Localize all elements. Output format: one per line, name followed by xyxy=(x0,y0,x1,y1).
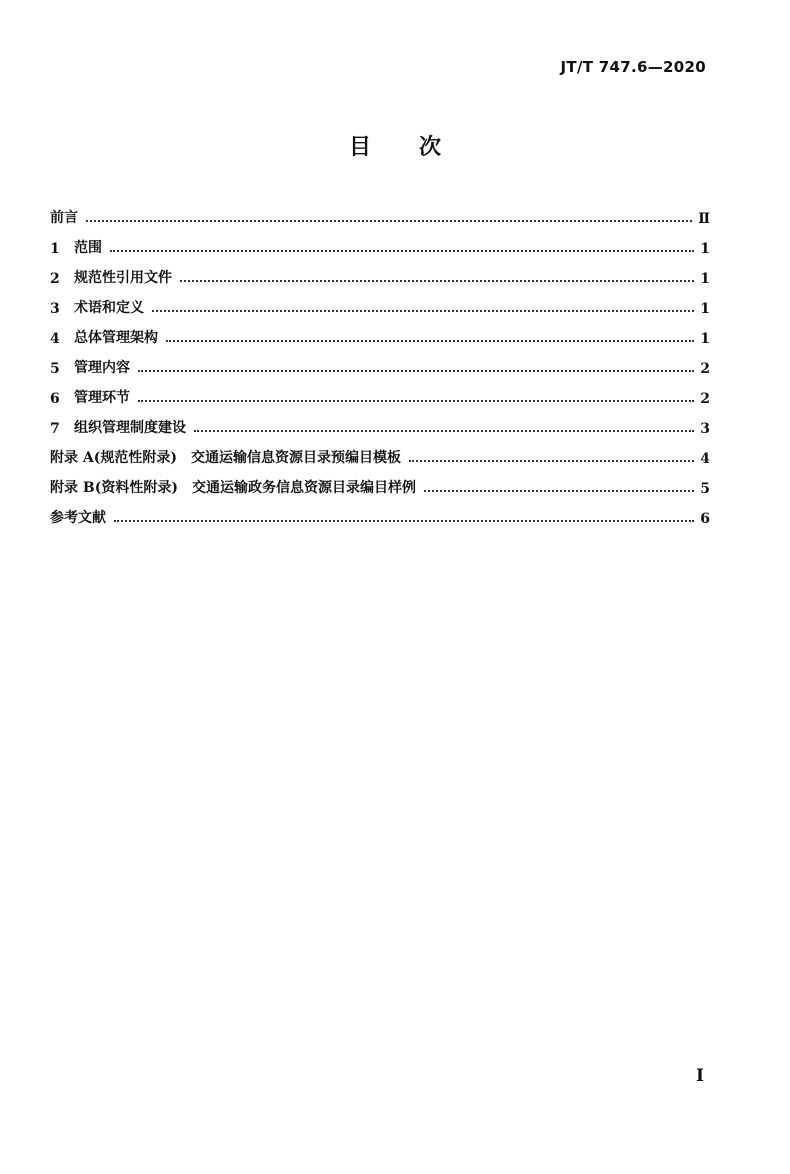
toc-entry-number: 4 xyxy=(50,331,60,347)
toc-leader xyxy=(424,490,694,492)
toc-entry-label: 组织管理制度建设 xyxy=(74,420,186,436)
toc-leader xyxy=(114,520,694,522)
toc-entry-page: 2 xyxy=(700,361,710,377)
toc-leader xyxy=(166,340,694,342)
toc-entry-label: 管理内容 xyxy=(74,360,130,376)
toc-entry-preface[interactable] xyxy=(50,197,710,227)
toc-leader xyxy=(194,430,694,432)
toc-entry-number: 1 xyxy=(50,241,60,257)
toc-entry-number: 3 xyxy=(50,301,60,317)
toc-entry-page: Ⅱ xyxy=(698,211,710,227)
toc-leader xyxy=(180,280,694,282)
toc-title-char: 目 xyxy=(348,135,371,160)
toc-leader xyxy=(138,400,694,402)
toc-entry-6[interactable] xyxy=(50,377,710,407)
toc-entry-page: 1 xyxy=(700,271,710,287)
toc-entry-references[interactable] xyxy=(50,497,710,527)
toc-entry-page: 3 xyxy=(700,421,710,437)
toc-entry-label: 总体管理架构 xyxy=(74,330,158,346)
toc-entry-page: 5 xyxy=(700,481,710,497)
toc-entry-label: 附录 A(规范性附录) 交通运输信息资源目录预编目模板 xyxy=(50,450,401,466)
toc-title xyxy=(0,130,790,161)
toc-entry-1[interactable] xyxy=(50,227,710,257)
toc-entry-appendix-a[interactable] xyxy=(50,437,710,467)
toc-entry-page: 6 xyxy=(700,511,710,527)
page-number: Ⅰ xyxy=(696,1066,704,1086)
toc-entry-number: 6 xyxy=(50,391,60,407)
toc-entry-page: 1 xyxy=(700,241,710,257)
toc-entry-number: 7 xyxy=(50,421,60,437)
toc-entry-page: 4 xyxy=(700,451,710,467)
toc-entry-5[interactable] xyxy=(50,347,710,377)
standard-code: JT/T 747.6—2020 xyxy=(560,58,706,76)
toc-entry-page: 1 xyxy=(700,331,710,347)
toc-entry-label: 规范性引用文件 xyxy=(74,270,172,286)
toc-title-char: 次 xyxy=(419,135,442,160)
toc-entry-page: 2 xyxy=(700,391,710,407)
toc-entry-label: 附录 B(资料性附录) 交通运输政务信息资源目录编目样例 xyxy=(50,480,416,496)
toc-entry-label: 管理环节 xyxy=(74,390,130,406)
toc-entry-number: 2 xyxy=(50,271,60,287)
toc-entry-page: 1 xyxy=(700,301,710,317)
toc-entry-7[interactable] xyxy=(50,407,710,437)
toc-entry-number: 5 xyxy=(50,361,60,377)
toc-entry-label: 前言 xyxy=(50,210,78,226)
toc-entry-label: 范围 xyxy=(74,240,102,256)
toc-entry-3[interactable] xyxy=(50,287,710,317)
toc-entry-label: 术语和定义 xyxy=(74,300,144,316)
toc-leader xyxy=(110,250,694,252)
toc-entry-4[interactable] xyxy=(50,317,710,347)
toc-list xyxy=(50,197,710,527)
toc-entry-appendix-b[interactable] xyxy=(50,467,710,497)
toc-leader xyxy=(409,460,694,462)
toc-entry-2[interactable] xyxy=(50,257,710,287)
toc-leader xyxy=(138,370,694,372)
toc-leader xyxy=(86,220,692,222)
toc-entry-label: 参考文献 xyxy=(50,510,106,526)
toc-leader xyxy=(152,310,694,312)
